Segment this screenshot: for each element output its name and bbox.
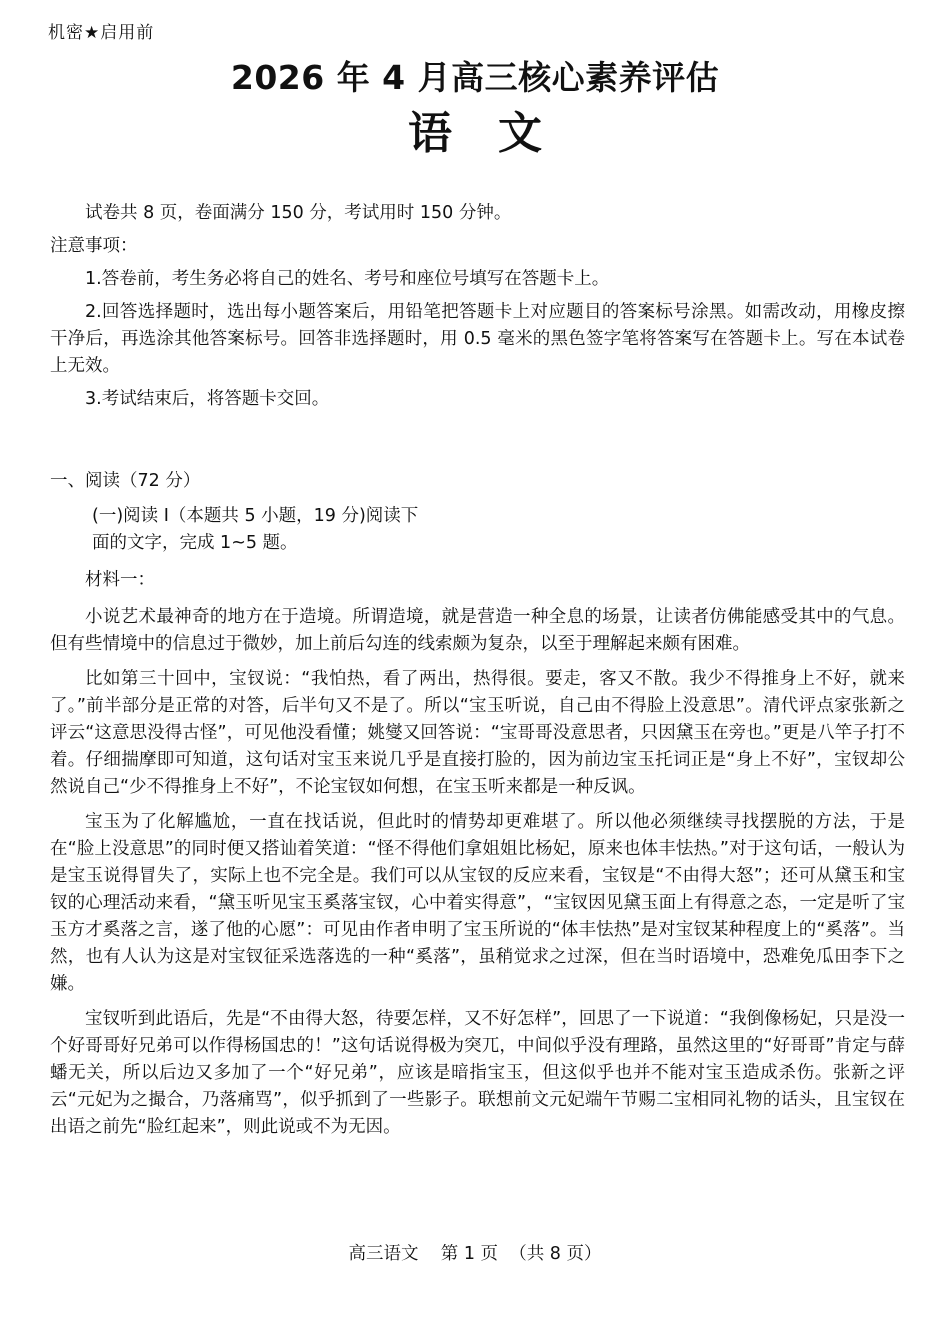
notice-label: 注意事项： [50, 236, 138, 256]
exam-title: 2026 年 4 月高三核心素养评估 [230, 58, 720, 97]
footer-total-pages: （共 8 页） [509, 1244, 602, 1264]
page-footer [0, 1240, 950, 1265]
passage-paragraph: 宝钗听到此语后，先是“不由得大怒，待要怎样，又不好怎样”，回思了一下说道：“我倒像杨妃，只是没一个好哥哥好兄弟可以作得杨国忠的！”这句话说得极为突兀，中间似乎没有理路，虽然这里的“好哥哥”肯定与薛蟠无关，所以后边又多加了一个“好兄弟”，应该是暗指宝玉，但这似乎也并不能对宝玉造成杀伤。张新之评云“元妃为之撮合，乃落痛骂”，似乎抓到了一些影子。联想前文元妃端午节赐二宝相同礼物的话头，且宝钗在出语之前先“脸红起来”，则此说或不为无因。 [50, 1009, 905, 1137]
exam-intro: 试卷共 8 页，卷面满分 150 分，考试用时 150 分钟。 [85, 203, 512, 223]
notice-item-2: 2.回答选择题时，选出每小题答案后，用铅笔把答题卡上对应题目的答案标号涂黑。如需改动，用橡皮擦干净后，再选涂其他答案标号。回答非选择题时，用 0.5 毫米的黑色签字笔将答案写在答题卡上。写在本试卷上无效。 [50, 302, 905, 376]
confidential-label: 机密★启用前 [48, 23, 155, 43]
section-subheading: (一)阅读 Ⅰ（本题共 5 小题，19 分)阅读下面的文字，完成 1~5 题。 [92, 506, 419, 553]
notice-item-1: 1.答卷前，考生务必将自己的姓名、考号和座位号填写在答题卡上。 [85, 269, 610, 289]
section-heading: 一、阅读（72 分） [50, 471, 201, 491]
passage-paragraph: 宝玉为了化解尴尬，一直在找话说，但此时的情势却更难堪了。所以他必须继续寻找摆脱的方法，于是在“脸上没意思”的同时便又搭讪着笑道：“怪不得他们拿姐姐比杨妃，原来也体丰怯热。”对于这句话，一般认为是宝玉说得冒失了，实际上也不完全是。我们可以从宝钗的反应来看，宝钗是“不由得大怒”；还可从黛玉和宝钗的心理活动来看，“黛玉听见宝玉奚落宝钗，心中着实得意”，“宝钗因见黛玉面上有得意之态，一定是听了宝玉方才奚落之言，遂了他的心愿”：可见由作者申明了宝玉所说的“体丰怯热”是对宝钗某种程度上的“奚落”。当然，也有人认为这是对宝钗征采选落选的一种“奚落”，虽稍觉求之过深，但在当时语境中，恐难免瓜田李下之嫌。 [50, 812, 905, 994]
notice-item-3: 3.考试结束后，将答题卡交回。 [85, 389, 330, 409]
footer-page-number: 第 1 页 [440, 1244, 499, 1264]
passage-paragraph: 比如第三十回中，宝钗说：“我怕热，看了两出，热得很。要走，客又不散。我少不得推身上不好，就来了。”前半部分是正常的对答，后半句又不是了。所以“宝玉听说，自己由不得脸上没意思”。清代评点家张新之评云“这意思没得古怪”，可见他没看懂；姚燮又回答说：“宝哥哥没意思者，只因黛玉在旁也。”更是八竿子打不着。仔细揣摩即可知道，这句话对宝玉来说几乎是直接打脸的，因为前边宝玉托词正是“身上不好”，宝钗却公然说自己“少不得推身上不好”，不论宝钗如何想，在宝玉听来都是一种反讽。 [50, 669, 905, 797]
passage-paragraph: 小说艺术最神奇的地方在于造境。所谓造境，就是营造一种全息的场景，让读者仿佛能感受其中的气息。但有些情境中的信息过于微妙，加上前后勾连的线索颇为复杂，以至于理解起来颇有困难。 [50, 607, 905, 654]
footer-course: 高三语文 [348, 1244, 419, 1264]
material-label: 材料一： [85, 570, 155, 590]
exam-body [50, 200, 905, 1141]
subject-title: 语文 [408, 108, 588, 159]
